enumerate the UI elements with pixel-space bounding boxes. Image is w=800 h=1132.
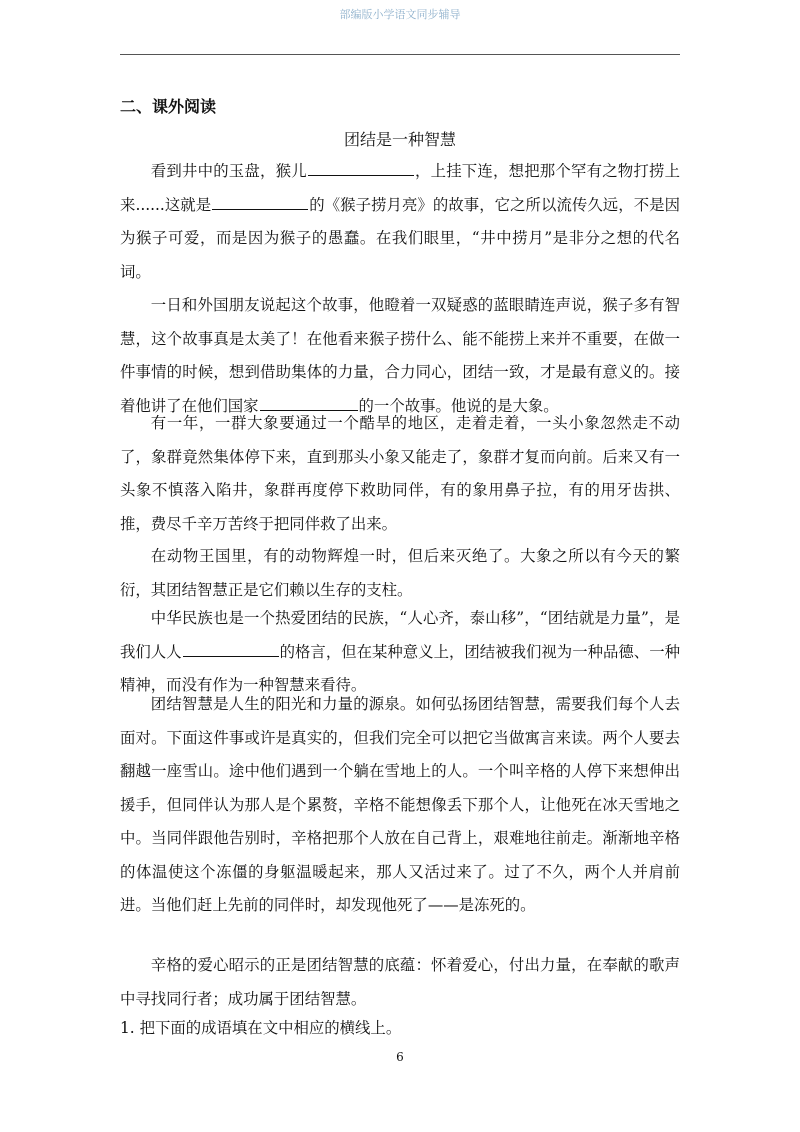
header-divider — [120, 54, 680, 55]
paragraph-5: 中华民族也是一个热爱团结的民族，“人心齐，泰山移”，“团结就是力量”，是我们人人 的格言，但在某种意义上，团结被我们视为一种品德、一种精神，而没有作为一种智慧来看待。 — [120, 609, 680, 694]
section-heading: 二、课外阅读 — [120, 97, 217, 116]
answer-blank-1[interactable] — [308, 157, 414, 176]
paragraph-2: 一日和外国朋友说起这个故事，他瞪着一双疑惑的蓝眼睛连声说，猴子多有智慧，这个故事真是太美了！在他看来猴子捞什么、能不能捞上来并不重要，在做一件事情的时候，想到借助集体的力量，合力同心，团结一致，才是最有意义的。接着他讲了在他们国家 的一个故事。他说的是大象。 — [120, 296, 680, 415]
paragraph-6: 团结智慧是人生的阳光和力量的源泉。如何弘扬团结智慧，需要我们每个人去面对。下面这件事或许是真实的，但我们完全可以把它当做寓言来读。两个人要去翻越一座雪山。途中他们遇到一个躺在雪地上的人。一个叫辛格的人停下来想伸出援手，但同伴认为那人是个累赘，辛格不能想像丢下那个人，让他死在冰天雪地之中。当同伴跟他告别时，辛格把那个人放在自己背上，艰难地往前走。渐渐地辛格的体温使这个冻僵的身躯温暖起来，那人又活过来了。过了不久，两个人并肩前进。当他们赶上先前的同伴时，却发现他死了——是冻死的。 — [120, 695, 680, 914]
article-title: 团结是一种智慧 — [343, 130, 456, 149]
page-header-title: 部编版小学语文同步辅导 — [339, 8, 461, 21]
paragraph-7: 辛格的爱心昭示的正是团结智慧的底蕴：怀着爱心，付出力量，在奉献的歌声中寻找同行者；成功属于团结智慧。 — [120, 956, 680, 1008]
paragraph-1: 看到井中的玉盘，猴儿 ，上挂下连，想把那个罕有之物打捞上来......这就是 的《猴子捞月亮》的故事，它之所以流传久远，不是因为猴子可爱，而是因为猴子的愚蠢。在我们眼里，“井中捞月”是非分之想的代名词。 — [120, 155, 680, 289]
paragraph-4: 在动物王国里，有的动物辉煌一时，但后来灭绝了。大象之所以有今天的繁衍，其团结智慧正是它们赖以生存的支柱。 — [120, 547, 680, 599]
answer-blank-4[interactable] — [183, 638, 279, 657]
paragraph-3: 有一年，一群大象要通过一个酷旱的地区，走着走着，一头小象忽然走不动了，象群竟然集体停下来，直到那头小象又能走了，象群才复而向前。后来又有一头象不慎落入陷井，象群再度停下救助同伴，有的象用鼻子拉，有的用牙齿拱、推，费尽千辛万苦终于把同伴救了出来。 — [120, 414, 680, 533]
question-1: 1. 把下面的成语填在文中相应的横线上。 — [120, 1019, 402, 1037]
answer-blank-2[interactable] — [212, 191, 308, 210]
page-number: 6 — [396, 1050, 404, 1064]
